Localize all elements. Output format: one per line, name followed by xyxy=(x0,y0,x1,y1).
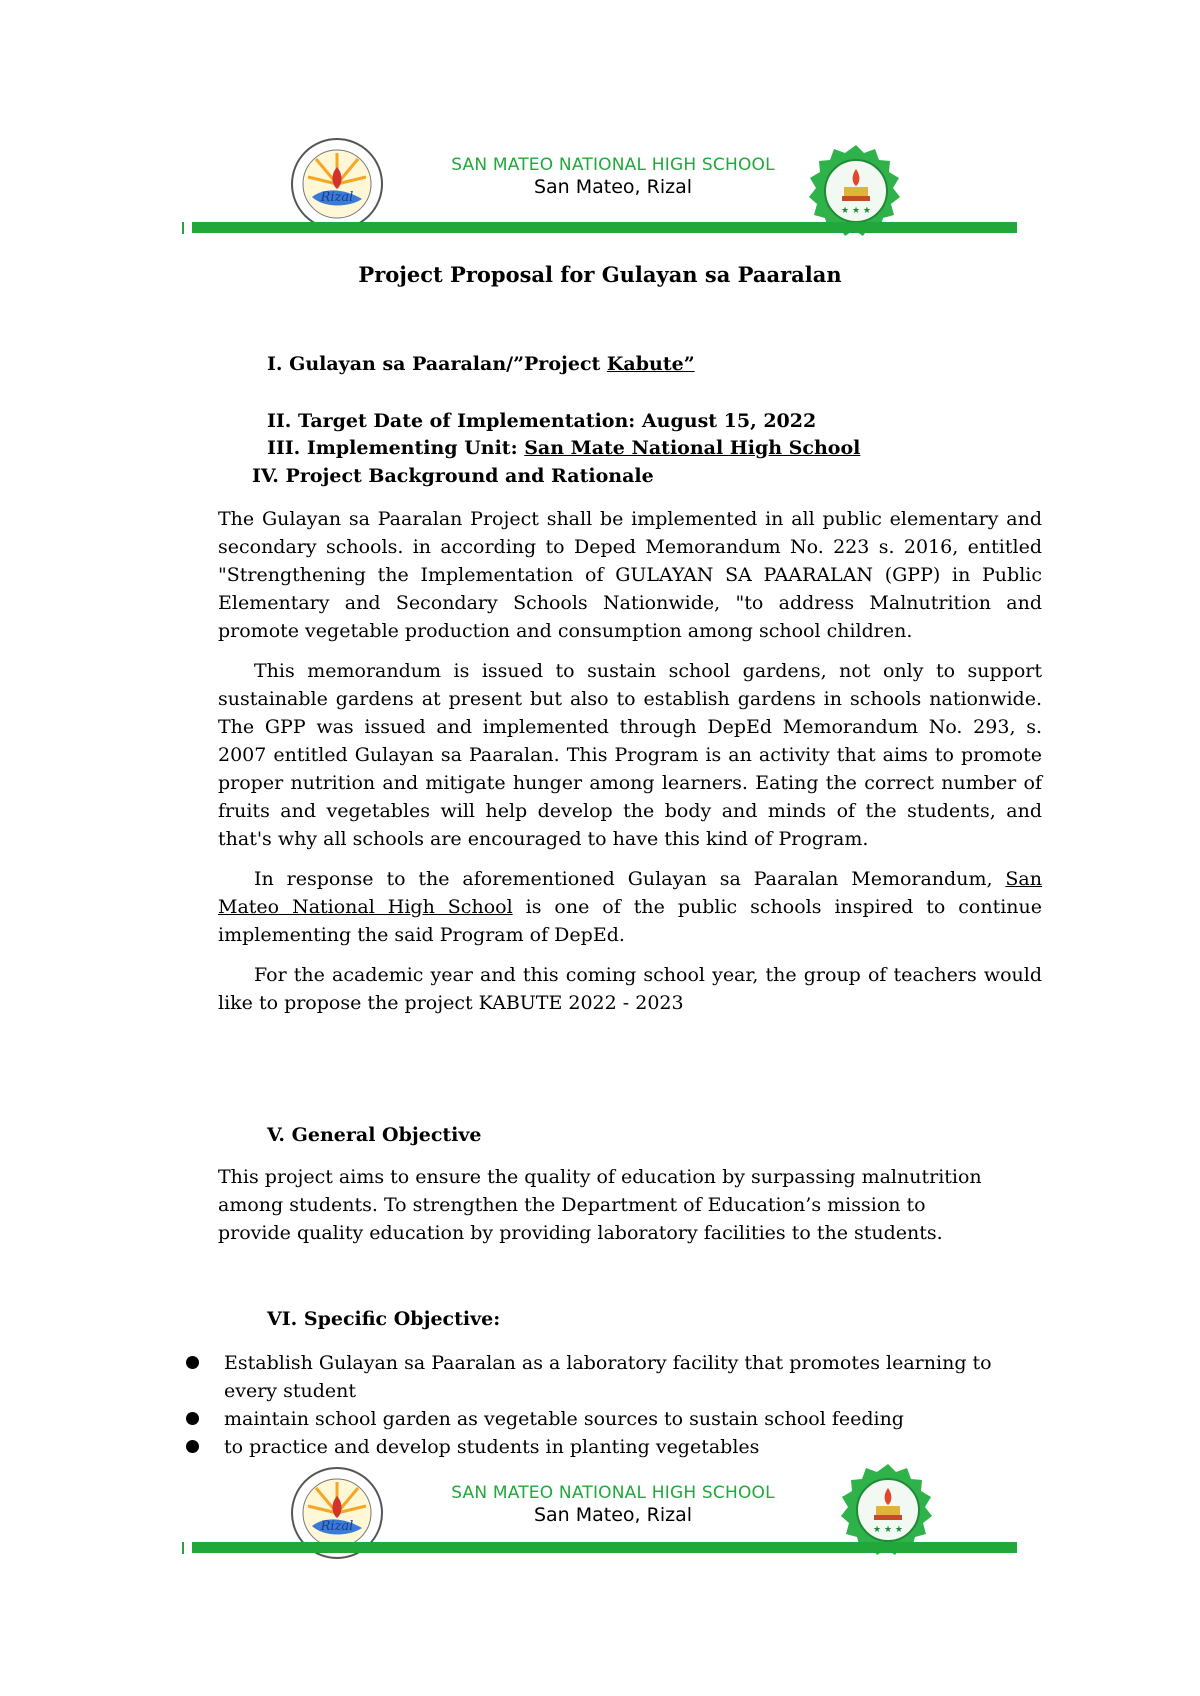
specific-objective-1: Establish Gulayan sa Paaralan as a laboratory facility that promotes learning to every student xyxy=(224,1352,992,1402)
left-tick xyxy=(182,1542,184,1554)
green-rule xyxy=(192,222,1017,233)
section-4-heading: IV. Project Background and Rationale xyxy=(252,465,654,487)
document-title: Project Proposal for Gulayan sa Paaralan xyxy=(358,262,842,287)
section-5-heading: V. General Objective xyxy=(267,1124,482,1146)
section-6-heading: VI. Specific Objective: xyxy=(267,1308,501,1330)
left-tick xyxy=(182,222,184,234)
deped-rizal-seal-icon xyxy=(290,137,384,231)
svg-text:Rizal: Rizal xyxy=(320,1519,354,1534)
section-3-heading: III. Implementing Unit: San Mate National High School xyxy=(267,437,861,459)
section-2-heading: II. Target Date of Implementation: August 15, 2022 xyxy=(267,410,817,432)
top-letterhead xyxy=(0,0,1200,240)
green-rule xyxy=(192,1542,1017,1553)
bullet-icon xyxy=(186,1412,199,1425)
specific-objective-2: maintain school garden as vegetable sources to sustain school feeding xyxy=(224,1408,904,1430)
section-1-heading: I. Gulayan sa Paaralan/”Project Kabute” xyxy=(267,353,695,375)
bullet-icon xyxy=(186,1356,199,1369)
rationale-body xyxy=(218,505,1042,1017)
school-name: SAN MATEO NATIONAL HIGH SCHOOL xyxy=(451,155,775,175)
specific-objective-3: to practice and develop students in planting vegetables xyxy=(224,1436,760,1458)
school-address: San Mateo, Rizal xyxy=(533,176,693,198)
bottom-letterhead xyxy=(0,1450,1200,1560)
svg-text:Rizal: Rizal xyxy=(320,190,354,205)
general-objective-text: This project aims to ensure the quality of education by surpassing malnutrition among students. To strengthen the Department of Education’s mission to provide quality education by providing laboratory facilities to the students. xyxy=(218,1166,982,1244)
rationale-paragraph-3: In response to the aforementioned Gulayan sa Paaralan Memorandum, San Mateo National High School is one of the public schools inspired to continue implementing the said Program of DepEd. xyxy=(218,868,1043,946)
school-name: SAN MATEO NATIONAL HIGH SCHOOL xyxy=(451,1483,775,1503)
rationale-paragraph-1: The Gulayan sa Paaralan Project shall be implemented in all public elementary and secondary schools. in according to Deped Memorandum No. 223 s. 2016, entitled "Strengthening the Implementation of GULAYAN SA PAARALAN (GPP) in Public Elementary and Secondary Schools Nationwide, "to address Malnutrition and promote vegetable production and consumption among school children. xyxy=(218,508,1042,642)
svg-text:★ ★ ★: ★ ★ ★ xyxy=(873,1525,903,1535)
svg-text:★ ★ ★: ★ ★ ★ xyxy=(841,206,871,216)
rationale-paragraph-4: For the academic year and this coming school year, the group of teachers would like to propose the project KABUTE 2022 - 2023 xyxy=(218,964,1042,1014)
school-address: San Mateo, Rizal xyxy=(533,1504,693,1526)
rationale-paragraph-2: This memorandum is issued to sustain school gardens, not only to support sustainable gardens at present but also to establish gardens in schools nationwide. The GPP was issued and implemented through DepEd Memorandum No. 293, s. 2007 entitled Gulayan sa Paaralan. This Program is an activity that aims to promote proper nutrition and mitigate hunger among learners. Eating the correct number of fruits and vegetables will help develop the body and minds of the students, and that's why all schools are encouraged to have this kind of Program. xyxy=(218,660,1042,850)
